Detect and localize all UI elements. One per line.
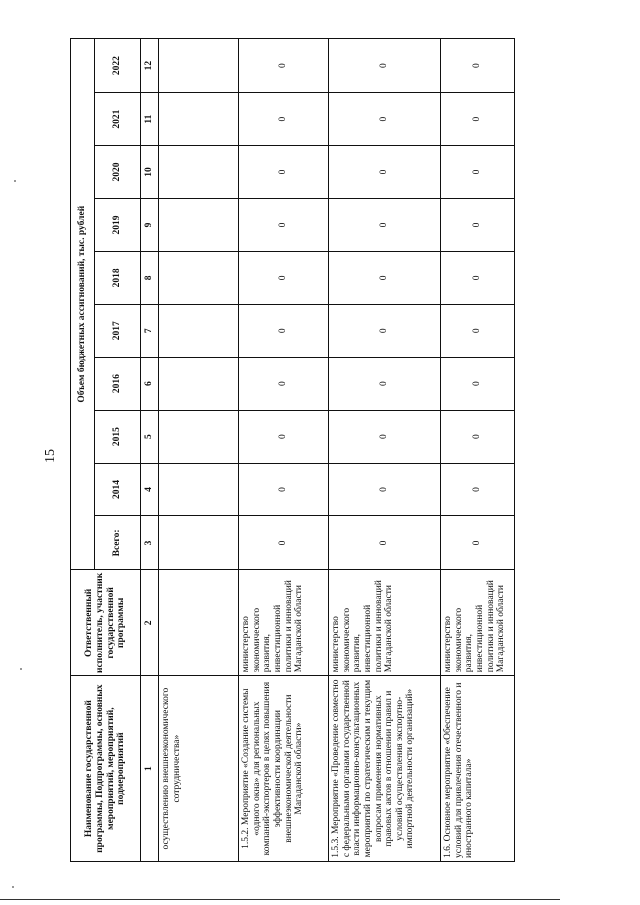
value-cell: 0 [441,516,515,570]
year-header-cell: 2021 [95,93,141,146]
value-cell: 0 [239,516,329,570]
value-cell: 0 [239,304,329,357]
row-exec-cell: министерство экономического развития, инвестиционной политики и инноваций Магаданской области [441,570,515,676]
header-exec-cell: Ответственный исполнитель, участник государственной программы [71,570,141,676]
value-cell: 0 [239,198,329,251]
budget-table [70,38,515,862]
value-cell: 0 [441,463,515,516]
scan-edge-line [0,899,560,900]
year-header-cell: 2016 [95,357,141,410]
value-cell: 0 [441,304,515,357]
column-index-cell: 9 [141,198,159,251]
column-index-cell: 4 [141,463,159,516]
column-index-cell: 12 [141,39,159,93]
table-row [239,39,329,862]
header-total-cell: Всего: [95,516,141,570]
value-cell: 0 [441,198,515,251]
value-cell: 0 [329,304,441,357]
value-cell [159,146,239,199]
rotated-table-wrapper [70,38,514,862]
value-cell [159,410,239,463]
value-cell [159,463,239,516]
value-cell: 0 [239,39,329,93]
value-cell: 0 [329,93,441,146]
value-cell [159,357,239,410]
row-exec-cell: министерство экономического развития, инвестиционной политики и инноваций Магаданской области [329,570,441,676]
year-header-cell: 2014 [95,463,141,516]
value-cell: 0 [329,463,441,516]
table-row [159,39,239,862]
value-cell: 0 [329,146,441,199]
column-index-cell: 1 [141,676,159,862]
column-index-cell: 3 [141,516,159,570]
value-cell: 0 [239,251,329,304]
value-cell: 0 [239,463,329,516]
scan-speck [12,886,14,888]
value-cell: 0 [441,146,515,199]
year-header-cell: 2017 [95,304,141,357]
value-cell [159,516,239,570]
column-index-cell: 6 [141,357,159,410]
year-header-cell: 2015 [95,410,141,463]
row-name-cell: 1.6. Основное мероприятие «Обеспечение условий для привлечения отечественного и иностранного капитала» [441,676,515,862]
column-index-cell: 10 [141,146,159,199]
column-index-cell: 11 [141,93,159,146]
scan-speck [14,180,16,182]
value-cell: 0 [329,39,441,93]
value-cell: 0 [441,93,515,146]
value-cell: 0 [441,39,515,93]
value-cell [159,251,239,304]
year-header-cell: 2018 [95,251,141,304]
header-budget-cell: Объем бюджетных ассигнований, тыс. рублей [71,39,95,570]
value-cell [159,39,239,93]
column-index-cell: 5 [141,410,159,463]
column-index-cell: 7 [141,304,159,357]
table-row [441,39,515,862]
header-name-cell: Наименование государственной программы, Подпрограммы, основных мероприятий, мероприятий, подмероприятий [71,676,141,862]
page-number: 15 [43,449,58,463]
value-cell: 0 [329,357,441,410]
value-cell: 0 [239,410,329,463]
value-cell: 0 [239,357,329,410]
scan-speck [20,668,22,670]
column-index-cell: 2 [141,570,159,676]
value-cell: 0 [239,146,329,199]
value-cell [159,304,239,357]
value-cell [159,198,239,251]
value-cell: 0 [441,410,515,463]
value-cell: 0 [329,198,441,251]
value-cell: 0 [239,93,329,146]
row-name-cell: 1.5.2. Мероприятие «Создание системы «одного окна» для региональных компаний-экспортеров в целях повышения эффективности координации внешнеэкономической деятельности Магаданской области» [239,676,329,862]
table-row [329,39,441,862]
value-cell: 0 [329,410,441,463]
year-header-cell: 2020 [95,146,141,199]
value-cell: 0 [441,251,515,304]
row-name-cell: 1.5.3. Мероприятие «Проведение совместно с федеральными органами государственной власти информационно-консультационных мероприятий по стратегическим и текущим вопросам применения нормативных правовых актов в отношении правил и условий осуществления экспортно-импортной деятельности организаций» [329,676,441,862]
row-exec-cell: министерство экономического развития, инвестиционной политики и инноваций Магаданской области [239,570,329,676]
value-cell [159,93,239,146]
value-cell: 0 [329,251,441,304]
row-exec-cell [159,570,239,676]
year-header-cell: 2022 [95,39,141,93]
value-cell: 0 [329,516,441,570]
value-cell: 0 [441,357,515,410]
row-name-cell: осуществлению внешнеэкономического сотрудничества» [159,676,239,862]
column-index-cell: 8 [141,251,159,304]
year-header-cell: 2019 [95,198,141,251]
